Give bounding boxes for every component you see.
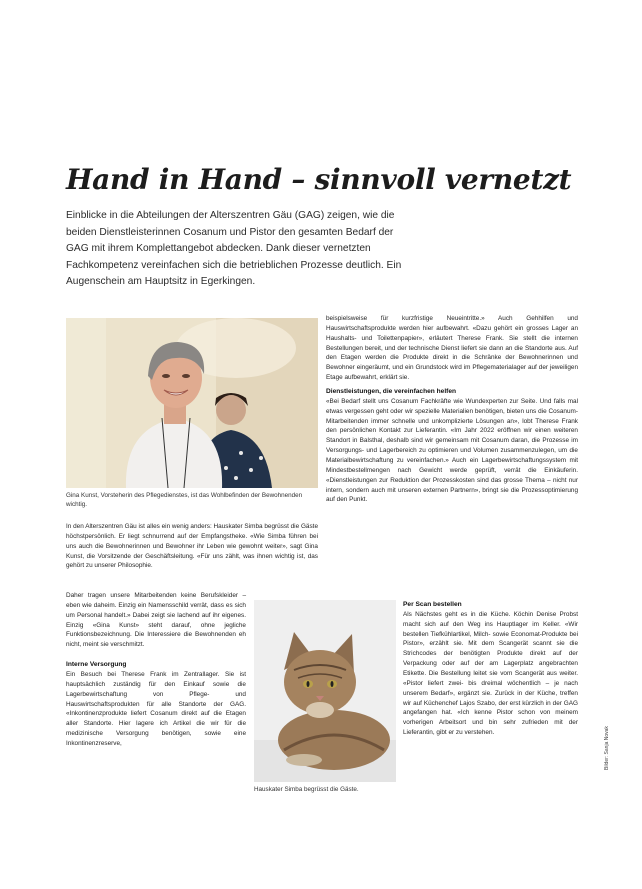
right-paragraph-2: «Bei Bedarf stellt uns Cosanum Fachkräfte wie Wundexperten zur Seite. Und falls mal etwas vergessen geht oder wir spezielle Materialien benötigen, bieten uns die Cosanum-Mitarbeitenden immer schnelle und unkomplizierte Lösungen an», lobt Therese Frank den persönlichen Kontakt zur Lieferantin. «Im Jahr 2022 eröffnen wir einen weiteren Standort in Balsthal, deshalb sind wir gemeinsam mit Cosanum daran, die Prozesse im Versorgungs- und Lagerbereich zu optimieren und Volumen zusammenzulegen, um die Materialbewirtschaftung zu vereinfachen.» Auch ein Lagerbewirtschaftungssystem mit Mindestbestellmengen nach Gewicht werde geprüft, verrät die Einkäuferin. «Dienstleistungen zur Reduktion der Prozesskosten sind das grosse Thema – nicht nur intern, sondern auch mit unseren externen Partnern», bringt sie die Prozessoptimierung auf den Punkt. <box>326 397 578 504</box>
heading-per-scan: Per Scan bestellen <box>403 601 462 608</box>
intro2-paragraph: Daher tragen unsere Mitarbeitenden keine Berufskleider – eben wie daheim. Einzig ein Namensschild verrät, dass es sich um Personal handelt.» Dabei zeigt sie lachend auf ihr eigenes. Einzig «Gina Kunst» steht darauf, ohne jegliche Funktionsbezeichnung. Die Interessiere die Bewohnenden eh nicht, meint sie verschmitzt. <box>66 592 246 649</box>
right-paragraph-1: beispielsweise für kurzfristige Neueintritte.» Auch Gehhilfen und Hauswirtschaftsprodukte werden hier aufbewahrt. «Dazu gehört ein grosses Lager an Haushalts- und Toilettenpapier», erläutert Therese Frank. Sie stellt die internen Bestellungen bereit, und der technische Dienst liefert sie dann an die Standorte aus. Auf den Etagen werden die Produkte direkt in die Schränke der Bewohnerinnen und Bewohner eingeräumt, und ein Grundstock wird im Pflegematerialager auf der jeweiligen Etage aufbewahrt, erklärt sie. <box>326 315 578 382</box>
scan-column <box>403 600 578 738</box>
photo-staff-illustration <box>66 318 318 488</box>
heading-interne-versorgung: Interne Versorgung <box>66 661 127 669</box>
photo-staff <box>66 318 318 488</box>
left-column-body <box>66 591 246 749</box>
photo-cat-illustration <box>254 600 396 782</box>
article-lead: Einblicke in die Abteilungen der Alterszentren Gäu (GAG) zeigen, wie die beiden Dienstleisterinnen Cosanum und Pistor den gesamten Bedarf der GAG mit ihrem Komplettangebot abdecken. Dank dieser vernetzten Fachkompetenz vereinfachen sich die betrieblichen Prozesse deutlich. Ein Augenschein am Hauptsitz in Egerkingen. <box>66 210 402 288</box>
article-title: Hand in Hand – sinnvoll vernetzt <box>66 163 572 196</box>
photo-cat-caption: Hauskater Simba begrüsst die Gäste. <box>254 786 359 793</box>
scan-paragraph: Als Nächstes geht es in die Küche. Köchin Denise Probst macht sich auf den Weg ins Hauptlager im Keller. «Wir bestellen Tiefkühlartikel, Milch- sowie Economat-Produkte bei Pistor», erzählt sie. Mit dem Scangerät scannt sie die Strichcodes der benötigten Produkte direkt auf der Verpackung oder auf der am Lagerplatz angebrachten Etikette. Die Bestellung leitet sie vom Scangerät aus weiter. «Pistor liefert zwei- bis dreimal wöchentlich – je nach unserem Bedarf», ergänzt sie. Zurück in der Küche, treffen wir auf Küchenchef Lajos Szabo, der erst kürzlich in der GAG angefangen hat. «Ich kenne Pistor schon von meinem vorherigen Arbeitsort und bin sehr zufrieden mit der Lieferantin, gibt er zu verstehen. <box>403 610 578 737</box>
intro-paragraph: In den Alterszentren Gäu ist alles ein wenig anders: Hauskater Simba begrüsst die Gäste höchstpersönlich. Er liegt schnurrend auf der Empfangstheke. «Wie Simba führen bei uns auch die Bewohnerinnen und Bewohner ihr Leben wie gewohnt weiter», sagt Gina Kunst, die Vorsitzende der Geschäftsleitung. «Für uns zählt, was ihnen wichtig ist, das gehört zu unserer Philosophie. <box>66 523 318 570</box>
right-column <box>326 314 578 505</box>
photo-staff-caption: Gina Kunst, Vorsteherin des Pflegedienstes, ist das Wohlbefinden der Bewohnenden wichtig. <box>66 492 303 508</box>
heading-dienstleistungen: Dienstleistungen, die vereinfachen helfen <box>326 388 457 396</box>
photo-credit: Bilder: Sanja Novak <box>604 726 610 770</box>
left-column-intro <box>66 522 318 571</box>
photo-cat <box>254 600 396 782</box>
body-paragraph: Ein Besuch bei Therese Frank im Zentrallager. Sie ist hauptsächlich zuständig für den Einkauf sowie die Lagerbewirtschaftung von Pflege- und Hauswirtschaftsprodukten für alle Standorte der GAG. «Inkontinenzprodukte liefert Cosanum direkt auf die Etagen aller Standorte. Hier lagere ich Artikel die wir für die medizinische Versorgung benötigen, sowie eine Inkontinenzreserve, <box>66 671 246 748</box>
